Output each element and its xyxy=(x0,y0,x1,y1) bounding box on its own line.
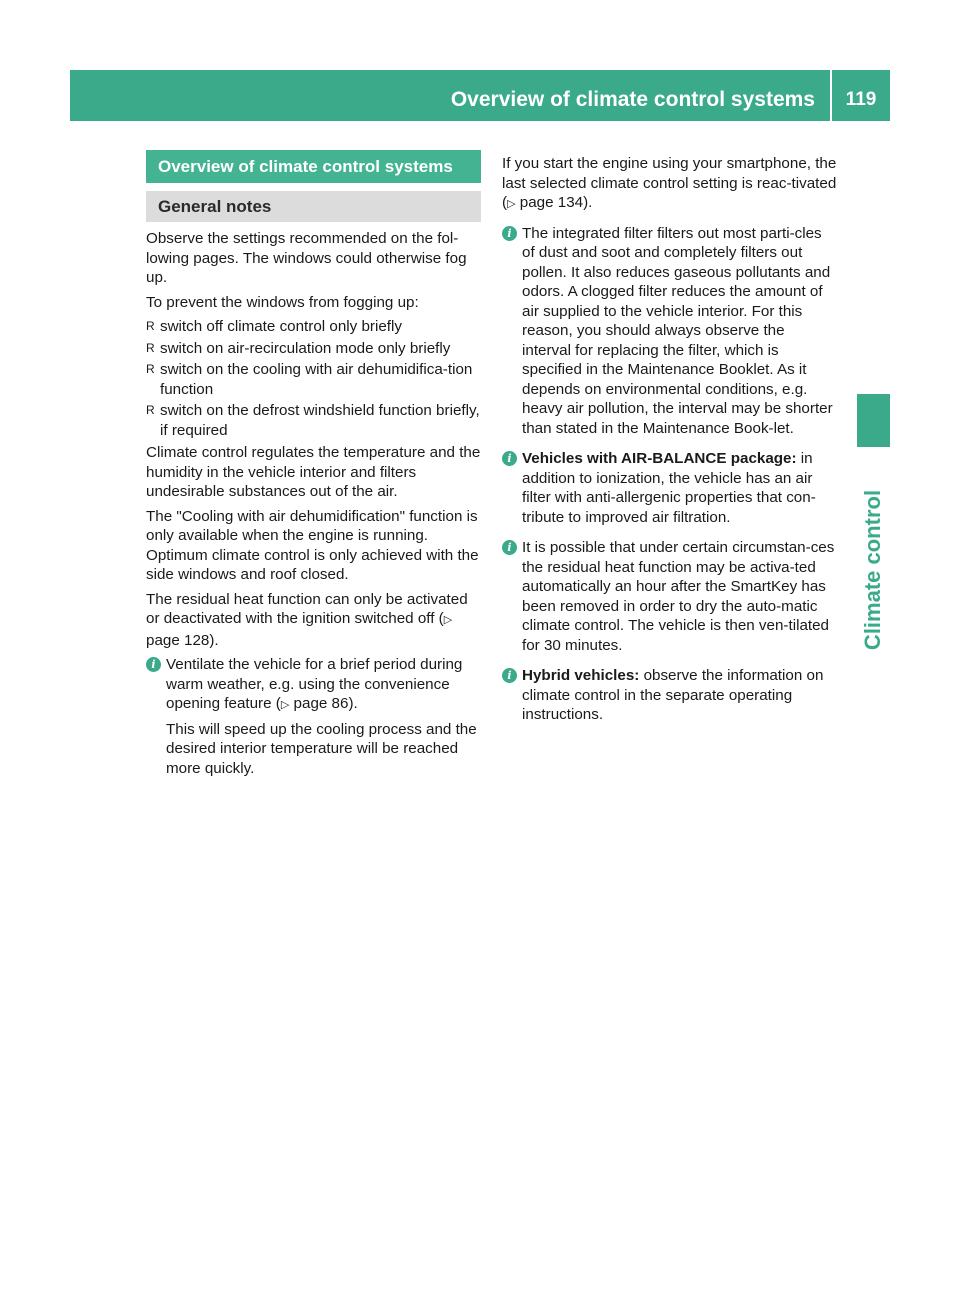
info-icon: i xyxy=(146,657,161,672)
paragraph-prevent-fogging: To prevent the windows from fogging up: xyxy=(146,293,419,311)
note-text: Ventilate the vehicle for a brief period during warm weather, e.g. using the convenience opening feature (▷ page 86). xyxy=(166,656,463,712)
reference-arrow-icon: ▷ xyxy=(507,198,516,210)
page-reference-link[interactable]: page 86 xyxy=(293,695,349,712)
paragraph-observe-settings: Observe the settings recommended on the fol-lowing pages. The windows could otherwise fog up. xyxy=(146,230,467,286)
fogging-bullet-list xyxy=(146,317,481,440)
note-text: It is possible that under certain circumstan-ces the residual heat function may be activa-ted automatically an hour after the SmartKey has been removed in order to dry the auto-matic climate control. The vehicle is then ven-tilated for 30 minutes. xyxy=(522,539,835,654)
note-text: The integrated filter filters out most parti-cles of dust and soot and completely filters out pollen. It also reduces gaseous pollutants and odors. A clogged filter reduces the amount of air supplied to the vehicle interior. For this reason, you should always observe the interval for replacing the filter, which is specified in the Maintenance Booklet. As it depends on environmental conditions, e.g. heavy air pollution, the interval may be shorter than stated in the Maintenance Book-let. xyxy=(522,224,833,437)
section-title: Overview of climate control systems xyxy=(146,150,481,183)
note-text-body: observe the information on climate control in the separate operating instructions. xyxy=(522,667,824,723)
bullet-icon: R xyxy=(146,319,155,333)
list-item-text: switch on air-recirculation mode only briefly xyxy=(160,339,451,357)
paragraph-residual-heat: The residual heat function can only be activated or deactivated with the ignition switched off (▷ page 128). xyxy=(146,590,468,649)
list-item-text: switch on the cooling with air dehumidifica-tion function xyxy=(160,361,473,398)
list-item-text: switch off climate control only briefly xyxy=(160,318,402,335)
info-icon: i xyxy=(502,451,517,466)
note-heading: Vehicles with AIR-BALANCE package: xyxy=(522,450,797,467)
info-icon: i xyxy=(502,540,517,555)
chapter-tab-marker xyxy=(857,394,890,447)
right-column xyxy=(502,154,837,736)
subsection-title: General notes xyxy=(146,191,481,222)
paragraph-climate-regulates: Climate control regulates the temperature and the humidity in the vehicle interior and filters undesirable substances out of the air. xyxy=(146,444,481,500)
page-header xyxy=(70,70,890,121)
page-reference-link[interactable]: page 128 xyxy=(146,631,210,649)
note-text-body: in addition to ionization, the vehicle has an air filter with anti-allergenic properties that con-tribute to improved air filtration. xyxy=(522,450,816,526)
left-column xyxy=(146,150,481,789)
bullet-icon: R xyxy=(146,403,155,417)
list-item xyxy=(146,360,481,399)
note-text xyxy=(522,449,837,527)
page-number: 119 xyxy=(845,89,877,110)
bullet-icon: R xyxy=(146,362,155,376)
page-reference-link[interactable]: page 134 xyxy=(519,194,584,211)
info-note-residual-heat xyxy=(502,538,837,655)
paragraph-smartphone-start: If you start the engine using your smartphone, the last selected climate control setting is reac-tivated (▷ page 134). xyxy=(502,155,837,211)
paragraph-text: The residual heat function can only be activated or deactivated with the ignition switched off xyxy=(146,590,468,627)
bullet-icon: R xyxy=(146,340,155,355)
info-note-hybrid xyxy=(502,666,837,725)
list-item-text: switch on the defrost windshield function briefly, if required xyxy=(160,402,480,439)
header-title: Overview of climate control systems xyxy=(450,88,815,111)
list-item xyxy=(146,339,481,359)
chapter-tab-label: Climate control xyxy=(860,489,885,651)
note-text-followup: This will speed up the cooling process and the desired interior temperature will be reached more quickly. xyxy=(166,720,477,777)
note-text-body: Ventilate the vehicle for a brief period during warm weather, e.g. using the convenience opening feature xyxy=(166,656,463,712)
note-heading: Hybrid vehicles: xyxy=(522,667,640,684)
paragraph-text: If you start the engine using your smartphone, the last selected climate control setting is reac-tivated xyxy=(502,155,837,192)
note-text xyxy=(522,666,837,725)
info-icon: i xyxy=(502,668,517,683)
list-item xyxy=(146,401,481,440)
info-note-ventilate xyxy=(146,655,481,778)
paragraph-cooling-function: The "Cooling with air dehumidification" function is only available when the engine is running. Optimum climate control is only achieved with the side windows and roof closed. xyxy=(146,507,479,583)
reference-arrow-icon: ▷ xyxy=(443,614,453,626)
reference-arrow-icon: ▷ xyxy=(280,699,290,711)
info-note-air-balance xyxy=(502,449,837,527)
list-item xyxy=(146,317,481,337)
info-icon: i xyxy=(502,226,517,241)
info-note-filter xyxy=(502,224,837,439)
